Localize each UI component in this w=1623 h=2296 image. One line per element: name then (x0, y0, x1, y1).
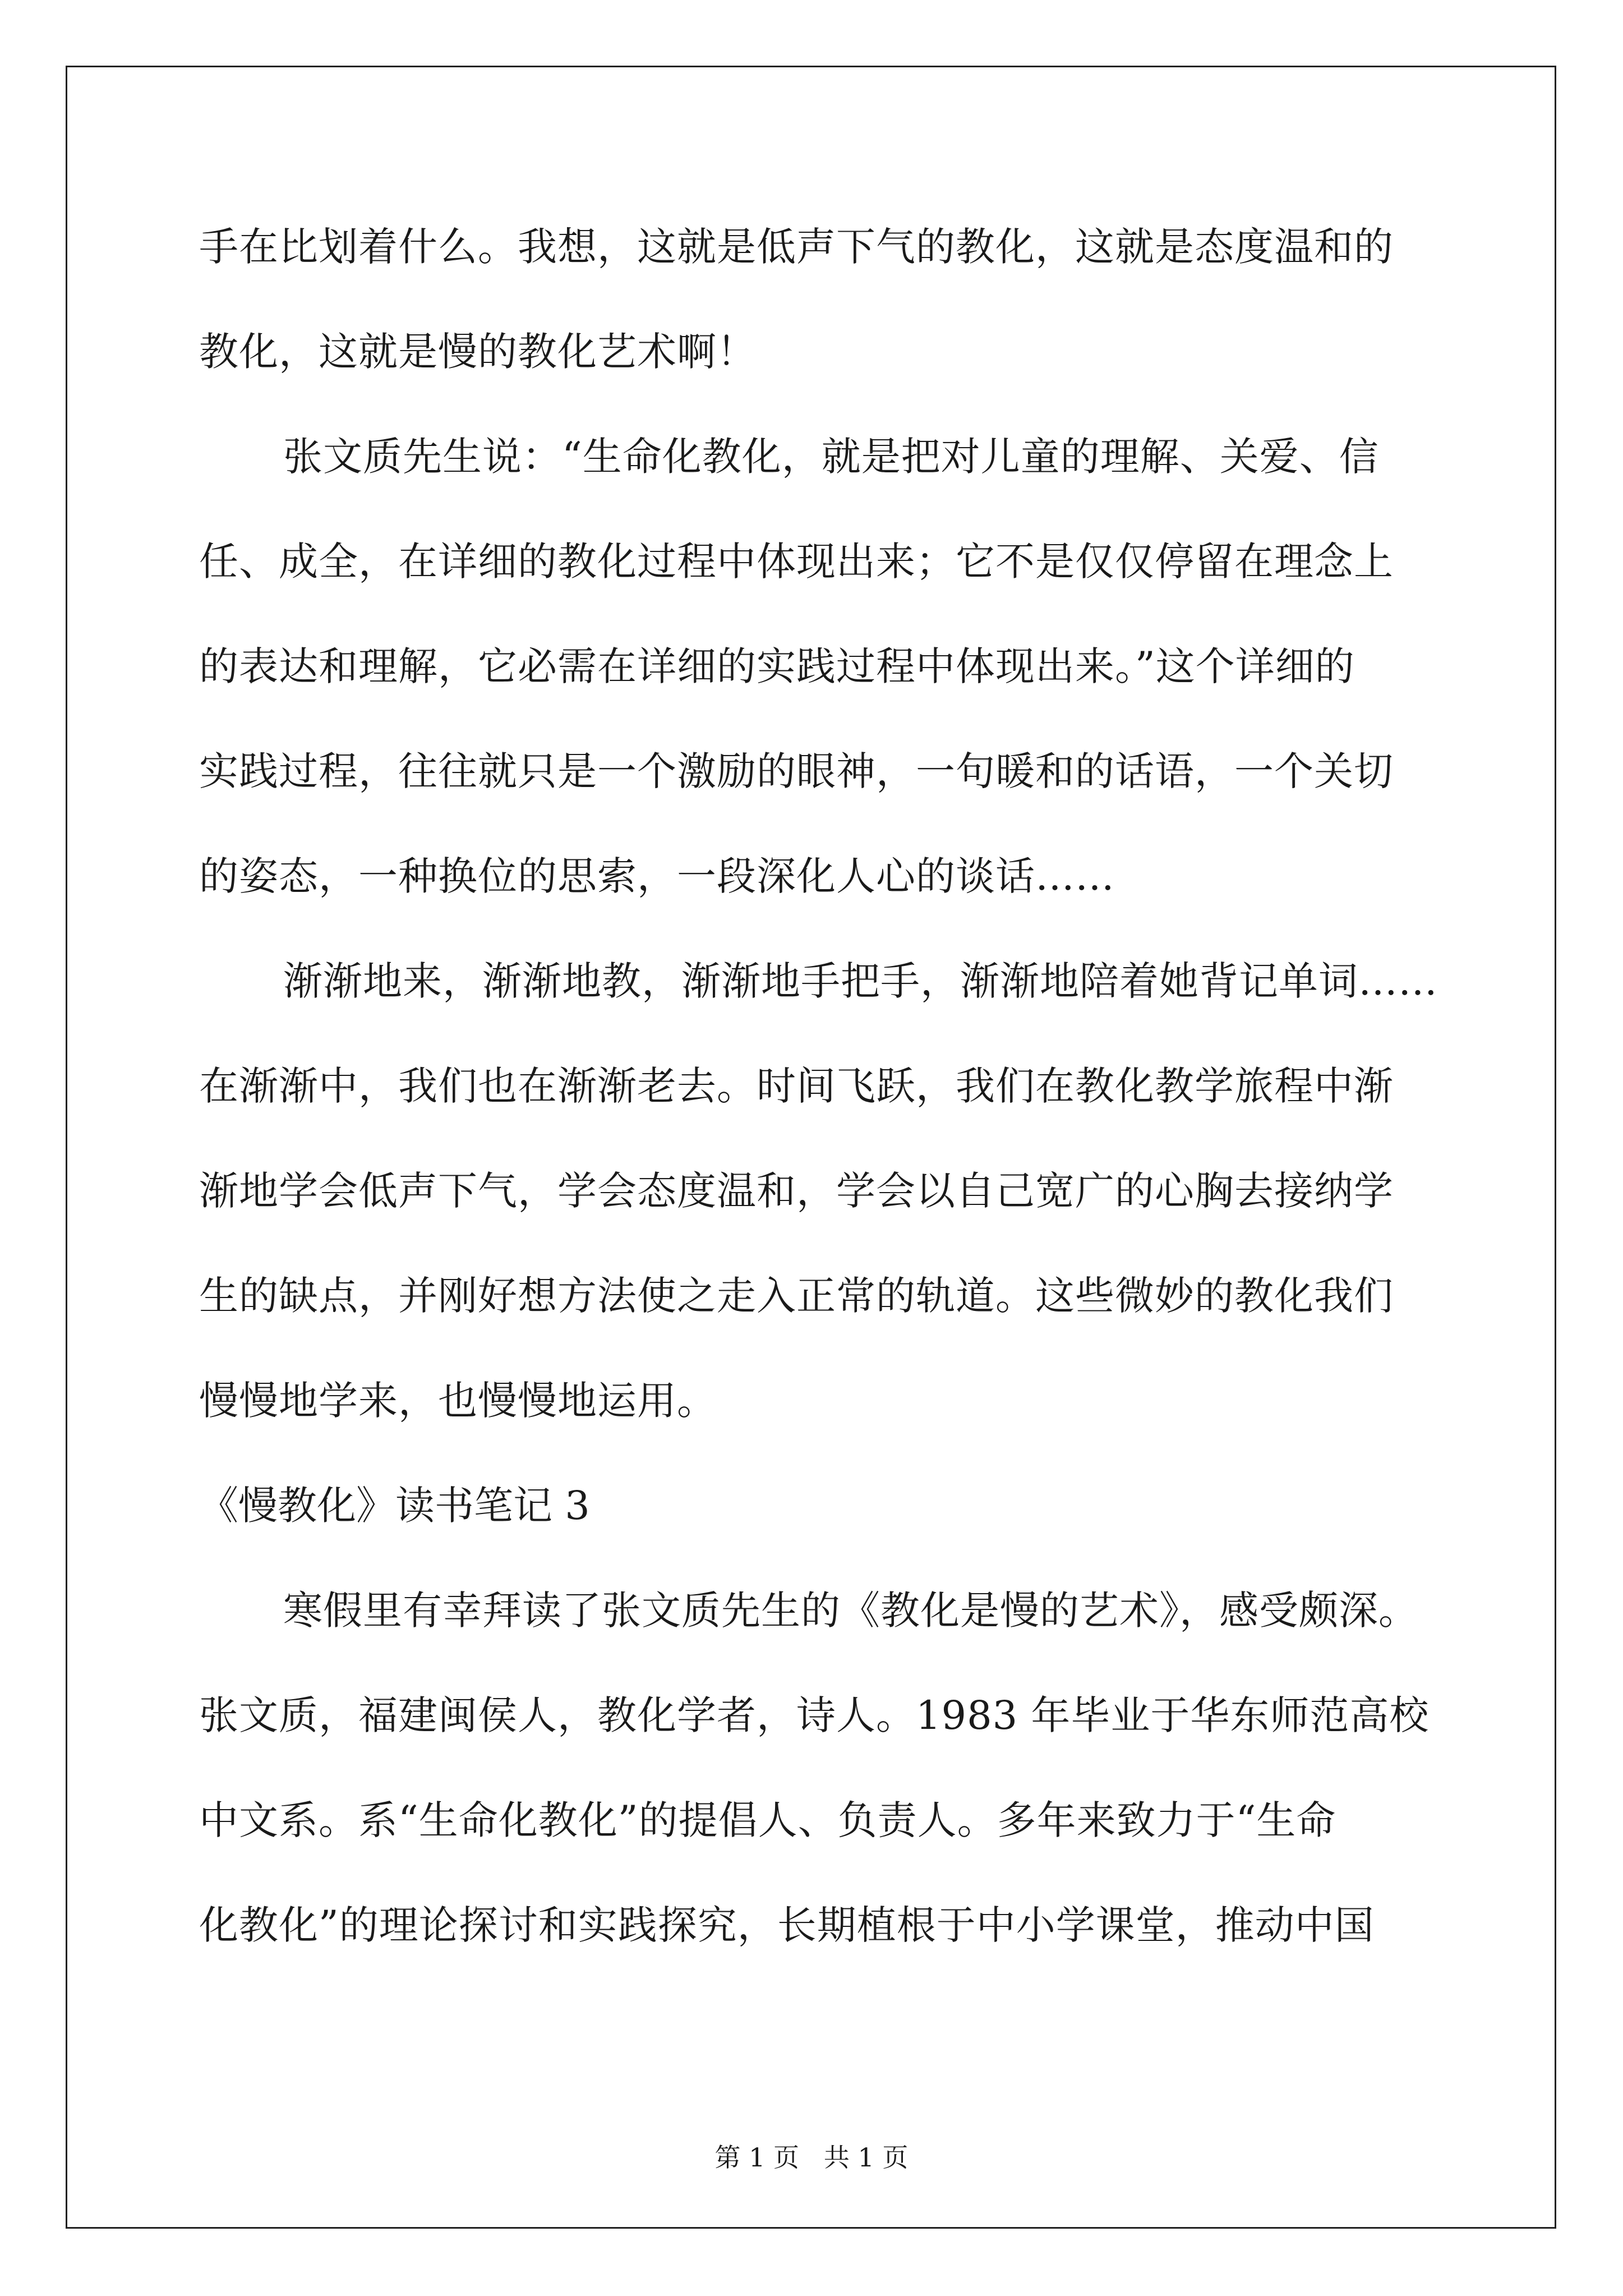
paragraph-line: 任、成全，在详细的教化过程中体现出来；它不是仅仅停留在理念上 (199, 539, 1394, 585)
paragraph-line: 的表达和理解，它必需在详细的实践过程中体现出来。”这个详细的 (199, 643, 1355, 689)
section-heading: 《慢教化》读书笔记 3 (199, 1483, 590, 1529)
paragraph-line: 生的缺点，并刚好想方法使之走入正常的轨道。这些微妙的教化我们 (199, 1273, 1394, 1319)
page-number-footer: 第 1 页 共 1 页 (714, 2142, 909, 2173)
paragraph-line: 的姿态，一种换位的思索，一段深化人心的谈话…… (199, 853, 1115, 899)
paragraph-line: 在渐渐中，我们也在渐渐老去。时间飞跃，我们在教化教学旅程中渐 (199, 1063, 1394, 1109)
paragraph-line: 张文质先生说：“生命化教化，就是把对儿童的理解、关爱、信 (283, 434, 1379, 480)
paragraph-line: 寒假里有幸拜读了张文质先生的《教化是慢的艺术》，感受颇深。 (283, 1588, 1418, 1634)
paragraph-line: 实践过程，往往就只是一个激励的眼神，一句暖和的话语，一个关切 (199, 748, 1394, 794)
document-body (199, 213, 1438, 1996)
paragraph-line: 慢慢地学来，也慢慢地运用。 (199, 1378, 717, 1424)
paragraph-line: 张文质，福建闽侯人，教化学者，诗人。1983 年毕业于华东师范高校 (199, 1692, 1430, 1738)
paragraph-line: 中文系。系“生命化教化”的提倡人、负责人。多年来致力于“生命 (199, 1797, 1336, 1843)
paragraph-line: 渐渐地来，渐渐地教，渐渐地手把手，渐渐地陪着她背记单词…… (283, 958, 1438, 1004)
paragraph-line: 教化，这就是慢的教化艺术啊！ (199, 329, 757, 375)
paragraph-line: 手在比划着什么。我想，这就是低声下气的教化，这就是态度温和的 (199, 224, 1394, 270)
paragraph-line: 渐地学会低声下气，学会态度温和，学会以自己宽广的心胸去接纳学 (199, 1168, 1394, 1214)
paragraph-line: 化教化”的理论探讨和实践探究，长期植根于中小学课堂，推动中国 (199, 1902, 1375, 1948)
